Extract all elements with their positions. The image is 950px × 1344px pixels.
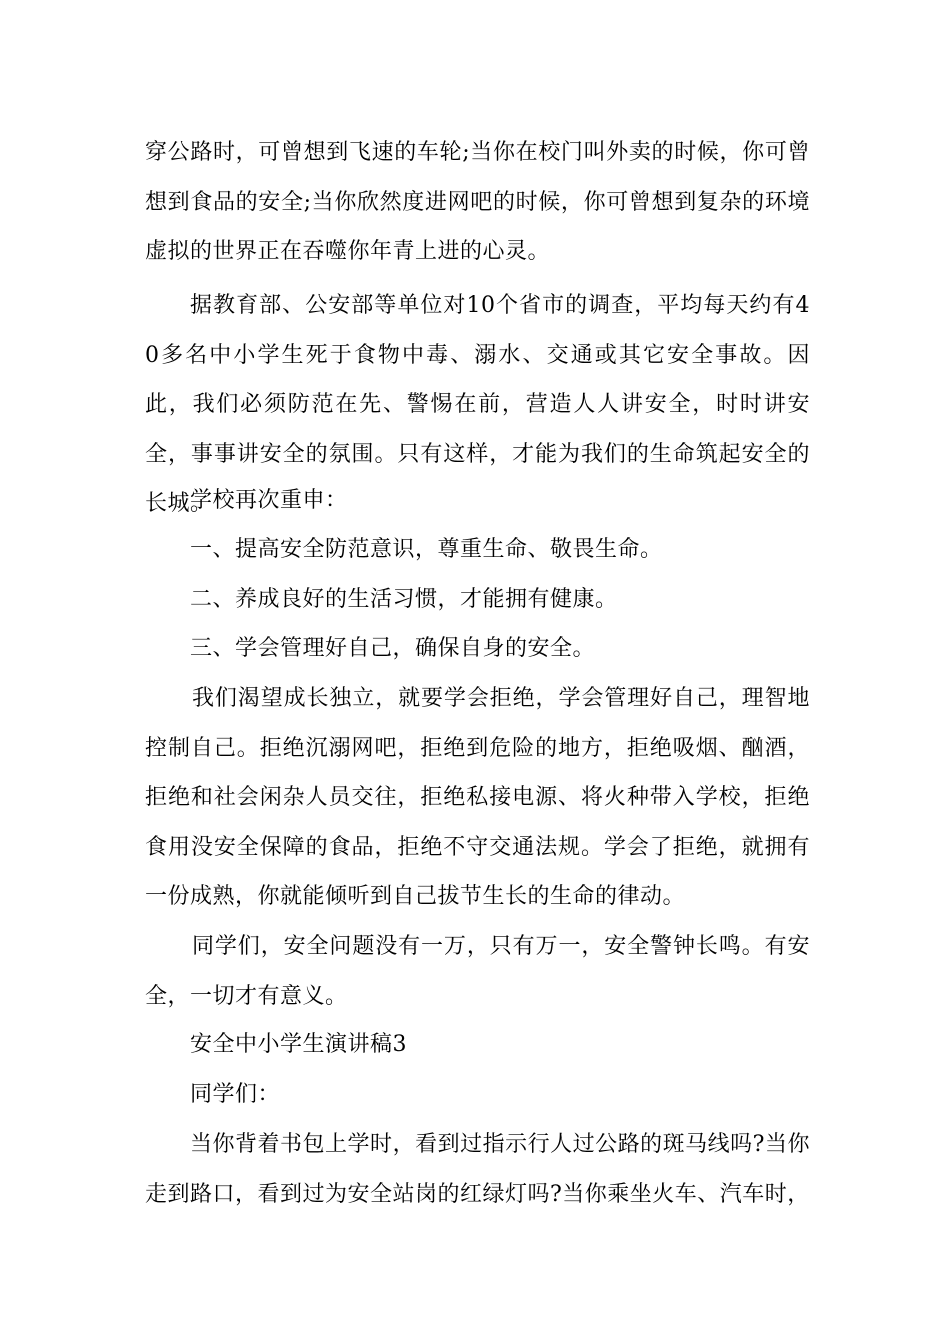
list-item-3: 三、学会管理好自己，确保自身的安全。: [190, 636, 596, 661]
paragraph-statistics: 据教育部、公安部等单位对10个省市的调查，平均每天约有40多名中小学生死于食物中毒、溺水、交通或其它安全事故。因此，我们必须防范在先、警惕在前，营造人人讲安全，时时讲安全，事事讲安全的氛围。只有这样，才能为我们的生命筑起安全的长城。: [145, 293, 810, 516]
paragraph-continuation: 穿公路时，可曾想到飞速的车轮;当你在校门叫外卖的时候，你可曾想到食品的安全;当你欣然度进网吧的时候，你可曾想到复杂的环境虚拟的世界正在吞噬你年青上进的心灵。: [145, 140, 810, 264]
list-item-1: 一、提高安全防范意识，尊重生命、敬畏生命。: [190, 537, 663, 562]
paragraph-safety-bell: 同学们，安全问题没有一万，只有万一，安全警钟长鸣。有安全，一切才有意义。: [145, 934, 810, 1009]
salutation: 同学们：: [190, 1082, 281, 1107]
paragraph-refusal: 我们渴望成长独立，就要学会拒绝，学会管理好自己，理智地控制自己。拒绝沉溺网吧，拒绝到危险的地方，拒绝吸烟、酗酒，拒绝和社会闲杂人员交往，拒绝私接电源、将火种带入学校，拒绝食用没安全保障的食品，拒绝不守交通法规。学会了拒绝，就拥有一份成熟，你就能倾听到自己拔节生长的生命的律动。: [145, 686, 810, 909]
paragraph-crosswalk: 当你背着书包上学时，看到过指示行人过公路的斑马线吗?当你走到路口，看到过为安全站岗的红绿灯吗?当你乘坐火车、汽车时，: [145, 1132, 810, 1207]
list-item-2: 二、养成良好的生活习惯，才能拥有健康。: [190, 587, 618, 612]
section-heading: 安全中小学生演讲稿3: [190, 1032, 407, 1057]
paragraph-school-reiterates: 学校再次重申：: [190, 488, 348, 513]
